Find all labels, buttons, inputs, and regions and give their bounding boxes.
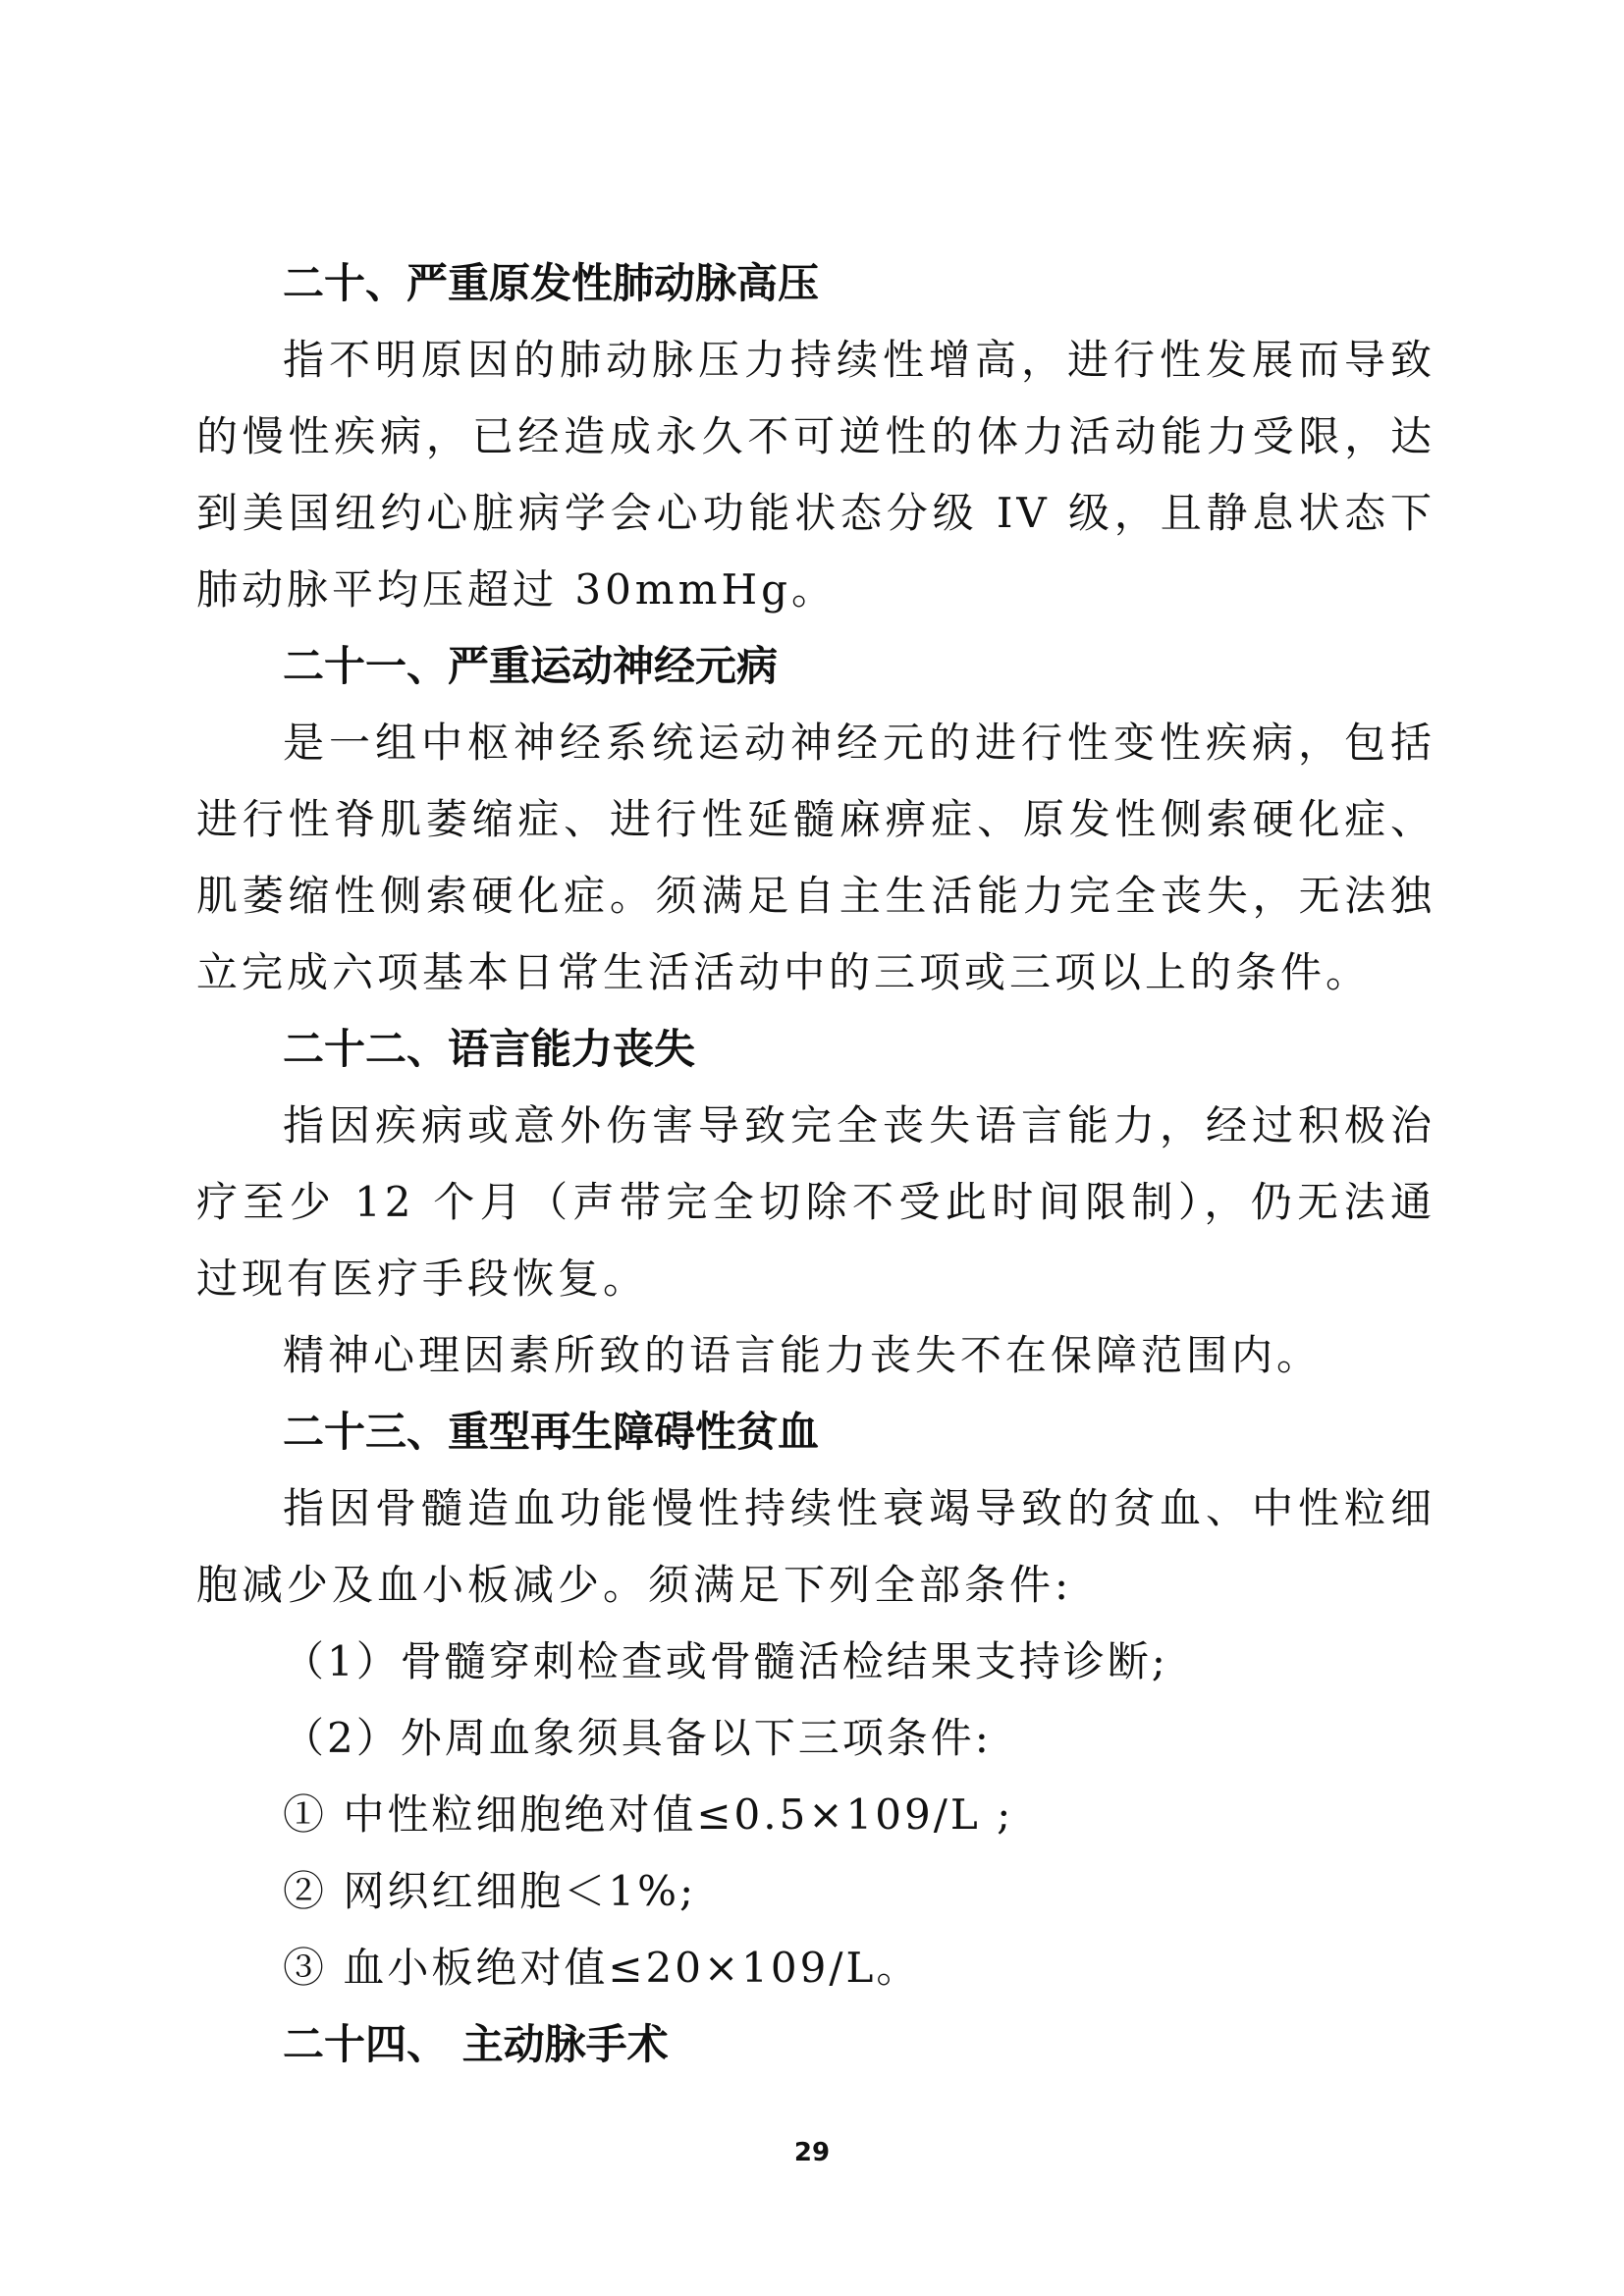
section-20-paragraph: 指不明原因的肺动脉压力持续性增高，进行性发展而导致的慢性疾病，已经造成永久不可逆性的体力活动能力受限，达到美国纽约心脏病学会心功能状态分级 IV 级，且静息状态下肺动脉平均压超过 30mmHg。 <box>196 336 1435 614</box>
section-heading-21: 二十一、严重运动神经元病 <box>283 642 779 690</box>
section-22-paragraph-1: 指因疾病或意外伤害导致完全丧失语言能力，经过积极治疗至少 12 个月（声带完全切除不受此时间限制），仍无法通过现有医疗手段恢复。 <box>196 1101 1435 1303</box>
condition-item: （2）外周血象须具备以下三项条件: <box>283 1714 992 1762</box>
section-heading-23: 二十三、重型再生障碍性贫血 <box>283 1408 820 1456</box>
condition-subitem: ② 网织红细胞＜1%; <box>283 1867 697 1915</box>
section-21-paragraph: 是一组中枢神经系统运动神经元的进行性变性疾病，包括进行性脊肌萎缩症、进行性延髓麻痹症、原发性侧索硬化症、肌萎缩性侧索硬化症。须满足自主生活能力完全丧失，无法独立完成六项基本日常生活活动中的三项或三项以上的条件。 <box>196 719 1435 996</box>
document-body <box>196 245 1435 2083</box>
section-23-paragraph: 指因骨髓造血功能慢性持续性衰竭导致的贫血、中性粒细胞减少及血小板减少。须满足下列全部条件: <box>196 1484 1435 1609</box>
section-22-paragraph-2: 精神心理因素所致的语言能力丧失不在保障范围内。 <box>283 1331 1323 1379</box>
section-heading-24: 二十四、 主动脉手术 <box>283 2020 669 2068</box>
section-heading-22: 二十二、语言能力丧失 <box>283 1025 696 1073</box>
condition-item: （1）骨髓穿刺检查或骨髓活检结果支持诊断; <box>283 1637 1168 1685</box>
condition-subitem: ③ 血小板绝对值≤20×109/L。 <box>283 1944 921 1992</box>
page-number: 29 <box>793 2138 831 2167</box>
section-heading-20: 二十、严重原发性肺动脉高压 <box>283 259 820 307</box>
condition-subitem: ① 中性粒细胞绝对值≤0.5×109/L ; <box>283 1790 1014 1839</box>
